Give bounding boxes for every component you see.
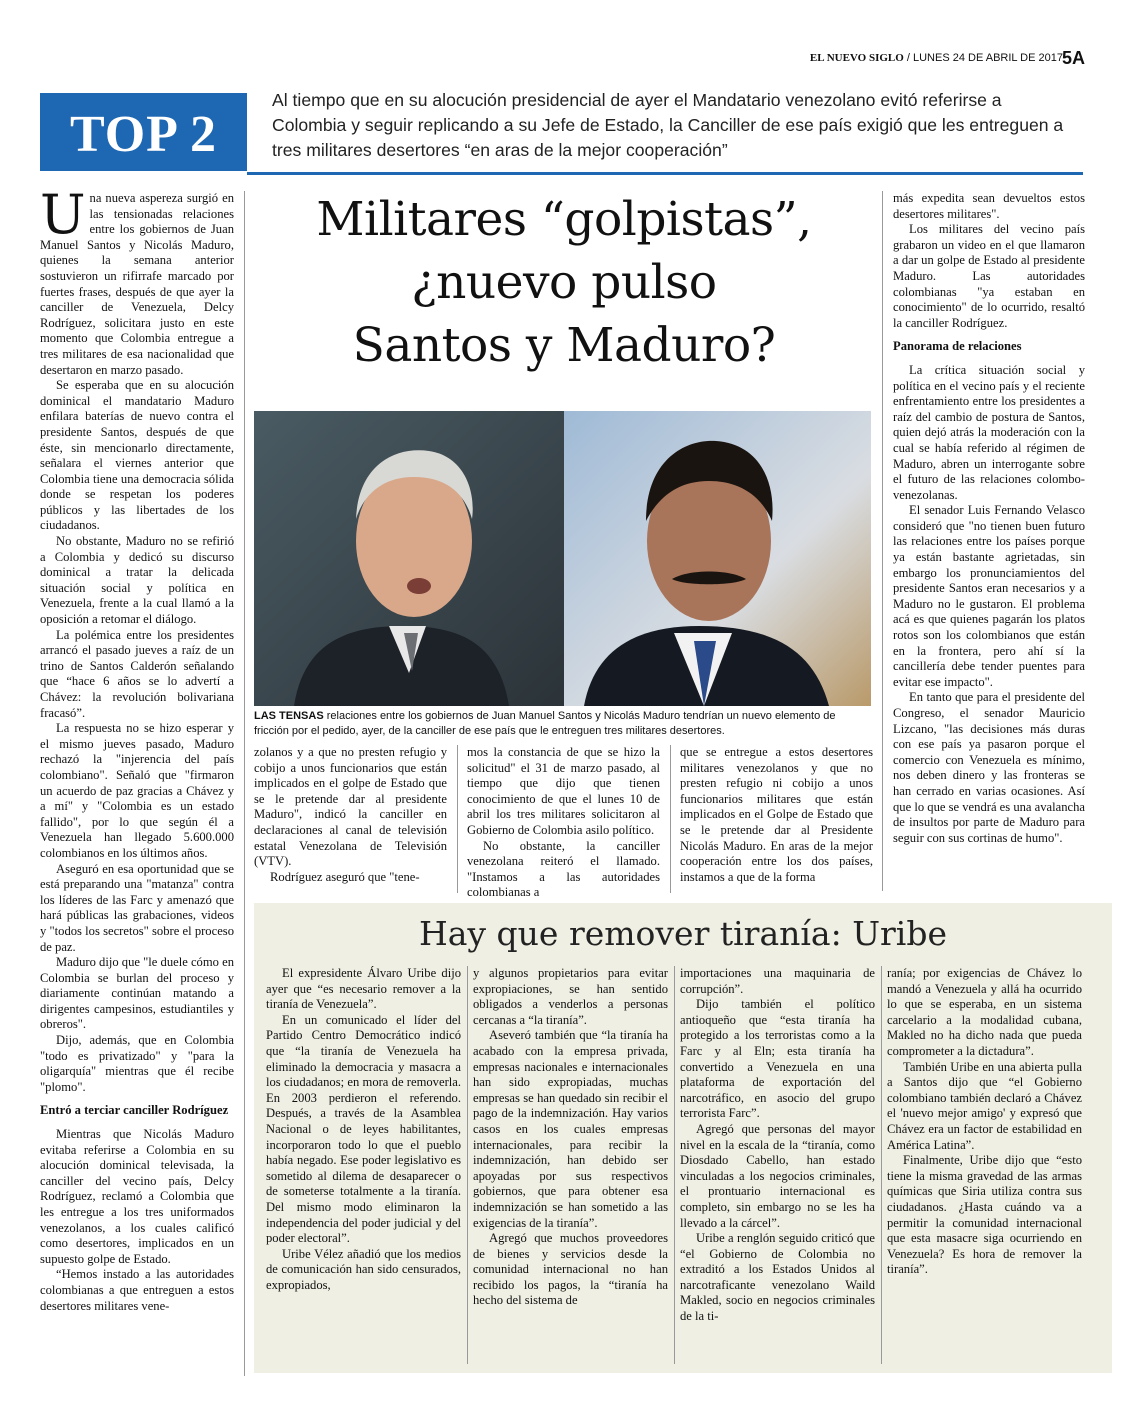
paragraph: En un comunicado el líder del Partido Centro Democrático indicó que “la tiranía de Venezuela ha eliminado la democracia y masacra a los ciudadanos; en mora de removerla. En 2003 perdieron el referendo. Después, a través de la Asamblea Nacional o de leyes habilitantes, incorporaron todo lo que el pueblo había negado. Ese poder legislativo es sometido al dilema de desaparecer o de someterse totalmente a la tiranía. Del mismo modo eliminaron la independencia del poder judicial y del poder electoral”. <box>266 1012 461 1246</box>
headline-line: Santos y Maduro? <box>352 318 776 373</box>
paragraph: Dijo, además, que en Colombia "todo es privatizado" y "para la oligarquía" mientras que él recibe "plomo". <box>40 1033 234 1094</box>
paragraph: No obstante, Maduro no se refirió a Colombia y dedicó su discurso dominical a tratar la delicada situación social y política en Venezuela, frente a la cual llamó a la oposición a retomar el diálogo. <box>40 534 234 627</box>
paper-name: EL NUEVO SIGLO <box>809 52 904 64</box>
lead-paragraph <box>40 183 234 378</box>
caption-text: relaciones entre los gobiernos de Juan Manuel Santos y Nicolás Maduro tendrían un nuevo elemento de fricción por el pedido, ayer, de la canciller de ese país que le entreguen tres militares desertores. <box>254 710 836 737</box>
paragraph: que se entregue a estos desertores militares venezolanos y que no presten refugio ni cobijo a unos funcionarios militares que están implicados en el Golpe de Estado que se le pretende dar al Presidente Nicolás Maduro. En aras de la mejor cooperación entre los dos países, instamos a que de la forma <box>680 745 873 884</box>
paragraph: El senador Luis Fernando Velasco consideró que "no tienen buen futuro las relaciones entre los países porque ya están bastante agrietadas, sin embargo los pronunciamientos del presidente Santos eran necesarios y a Maduro no le gustaron. El problema acá es que quienes pagarán los platos rotos son los colombianos que están en la frontera, pero ahí sí la cancillería debe tender puentes para evitar ese impacto". <box>893 503 1085 689</box>
top-teaser: Al tiempo que en su alocución presidencial de ayer el Mandatario venezolano evitó referirse a Colombia y seguir replicando a su Jefe de Estado, la Canciller de ese país exigió que les entreguen a tres militares desertores “en aras de la mejor cooperación” <box>272 90 1064 160</box>
paragraph: Aseguró en esa oportunidad que se está preparando una "matanza" contra los líderes de las Farc y amenazó que hará públicas las grabaciones, videos y "todos los secretos" sobre el proceso de paz. <box>40 861 234 954</box>
paragraph: Finalmente, Uribe dijo que “esto tiene la misma gravedad de las armas químicas que Siria utiliza contra sus ciudadanos. ¿Hasta cuándo va a permitir la comunidad internacional que esta masacre siga ocurriendo en Venezuela? Es hora de remover la tiranía”. <box>887 1153 1082 1277</box>
paragraph: La crítica situación social y política en el vecino país y el reciente enfrentamiento entre los presidentes a raíz del cambio de postura de Santos, quien dejó atrás la moderación con la cual se había referido al régimen de Maduro, abren un interrogante sobre el futuro de las relaciones colombo-venezolanas. <box>893 362 1085 502</box>
paragraph: Rodríguez aseguró que "tene- <box>270 869 420 884</box>
uribe-column-2 <box>473 966 668 1309</box>
paragraph: También Uribe en una abierta pulla a Santos dijo que “el Gobierno colombiano también declaró a Chávez el 'nuevo mejor amigo' y expresó que Chávez era un factor de estabilidad en América Latina”. <box>887 1059 1082 1152</box>
subheading: Entró a terciar canciller Rodríguez <box>40 1103 229 1118</box>
column-rule <box>882 191 883 891</box>
uribe-column-4 <box>887 966 1082 1278</box>
paragraph: Uribe a renglón seguido criticó que “el Gobierno de Colombia no extraditó a los Estados Unidos al narcotraficante venezolano Waild Makled, socio en negocios criminales de la ti- <box>680 1231 875 1324</box>
paragraph: La polémica entre los presidentes arrancó el pasado jueves a raíz de un trino de Santos Calderón señalando que “hace 6 años se lo advertí a Chávez: la revolución bolivariana fracasó”. <box>40 627 234 720</box>
top-rule <box>247 172 1083 175</box>
leaders-photo <box>254 411 871 706</box>
subheading: Panorama de relaciones <box>893 339 1022 354</box>
paragraph: Los militares del vecino país grabaron un video en el que llamaron a dar un golpe de Estado al presidente Maduro. Las autoridades colombianas "ya estaban en conocimiento" de lo ocurrido, resaltó la canciller Rodríguez. <box>893 222 1085 330</box>
paragraph: mos la constancia de que se hizo la solicitud" el 31 de marzo pasado, al tiempo que dijo que tienen conocimiento de que el lunes 10 de abril los tres militares solicitaron al Gobierno de Colombia asilo político. <box>467 745 660 837</box>
headline-line: ¿nuevo pulso <box>411 255 717 310</box>
drop-cap: U <box>40 183 86 246</box>
paragraph: Dijo también el político antioqueño que “esta tiranía ha protegido a los terroristas como a la Farc y al Eln; esta tiranía ha convertido a Venezuela en una plataforma de exportación del narcotráfico, en asocio del grupo terrorista Farc”. <box>680 997 875 1121</box>
paragraph: El expresidente Álvaro Uribe dijo ayer que “es necesario remover a la tiranía de Venezuela”. <box>266 966 461 1012</box>
article-column-5 <box>893 191 1085 846</box>
uribe-sidebar-title: Hay que remover tiranía: Uribe <box>418 914 948 953</box>
page-number: 5A <box>1061 48 1085 68</box>
lead-text: na nueva aspereza surgió en las tensionadas relaciones entre los gobiernos de Juan Manuel Santos y Nicolás Maduro, quienes la semana anterior sostuvieron un rifirrafe marcado por fuertes frases, después de que ayer la canciller de Venezuela, Delcy Rodríguez, solicitara justo en este momento que Colombia entregue a tres militares de esa nacionalidad que desertaron en marzo pasado. <box>40 191 234 377</box>
paragraph: Maduro dijo que "le duele cómo en Colombia se burlan del proceso y diariamente continúan matando a dirigentes campesinos, estudiantiles y obreros". <box>40 955 234 1032</box>
headline <box>254 188 874 377</box>
paragraph: La respuesta no se hizo esperar y el mismo jueves pasado, Maduro rechazó la "injerencia del país colombiano". Señaló que "firmaron un acuerdo de paz gracias a Chávez y a mí" y "Colombia es un estado fallido", por lo que según él a Venezuela han llegado 5.600.000 colombianos en los últimos años. <box>40 721 234 860</box>
paragraph: Agregó que muchos proveedores de bienes y servicios desde la comunidad internacional no han recibido los pagos, la “tiranía ha hecho del sistema de <box>473 1231 668 1308</box>
top-label: TOP 2 <box>40 93 247 171</box>
column-rule <box>467 966 468 1364</box>
paragraph: Mientras que Nicolás Maduro evitaba referirse a Colombia en su alocución dominical televisada, la canciller del vecino país, Delcy Rodríguez, reclamó a Colombia que les entregue a los tres uniformados venezolanos, a los cuales calificó como desertores, implicados en un supuesto golpe de Estado. <box>40 1127 234 1266</box>
uribe-column-3 <box>680 966 875 1325</box>
column-rule <box>670 745 671 893</box>
masthead-line <box>810 52 1063 64</box>
paragraph: Agregó que personas del mayor nivel en la escala de la “tiranía, como Diosdado Cabello, han estado vinculadas a los negocios criminales, el prontuario internacional es completo, sin embargo no se les ha llevado a la cárcel”. <box>680 1121 875 1230</box>
paragraph: ranía; por exigencias de Chávez lo mandó a Venezuela y allá ha ocurrido lo que se esperaba, en un sistema carcelario a la modalidad cubana, Makled no ha dicho nada que pueda comprometer a la dictadura”. <box>887 966 1082 1058</box>
paragraph: Aseveró también que “la tiranía ha acabado con la empresa privada, empresas nacionales e internacionales han sido expropiadas, muchas empresas se han quedado sin recibir el pago de la indemnización. Hay varios casos en los cuales empresas internacionales, para recibir la indemnización, han debido ser apoyadas por sus respectivos gobiernos, que para obtener esa indemnización se han sometido a las exigencias de la tiranía”. <box>473 1028 668 1230</box>
issue-date: / LUNES 24 DE ABRIL DE 2017 <box>903 52 1063 64</box>
paragraph: Uribe Vélez añadió que los medios de comunicación han sido censurados, expropiados, <box>266 1246 461 1292</box>
article-column-3 <box>467 745 660 901</box>
article-column-1 <box>40 183 234 1314</box>
column-rule <box>244 191 245 1376</box>
paragraph: No obstante, la canciller venezolana reiteró el llamado. "Instamos a las autoridades colombianas a <box>467 838 660 900</box>
paragraph: más expedita sean devueltos estos desertores militares". <box>893 191 1085 221</box>
article-column-4 <box>680 745 873 885</box>
paragraph: En tanto que para el presidente del Congreso, el senador Mauricio Lizcano, "las decisiones más duras con ese país ya pasaron porque el comercio con Venezuela es mínimo, nos deben dinero y las fronteras se han cerrado en varias ocasiones. Así que lo que se vendrá es una avalancha de insultos por parte de Maduro para seguir con sus cortinas de humo". <box>893 690 1085 845</box>
paragraph: importaciones una maquinaria de corrupción”. <box>680 966 875 996</box>
uribe-column-1 <box>266 966 461 1293</box>
column-rule <box>674 966 675 1364</box>
paragraph: zolanos y a que no presten refugio y cobijo a unos funcionarios que están implicados en el golpe de Estado que se le pretende dar al presidente Maduro", indicó la canciller en declaraciones al canal de televisión estatal Venezolana de Televisión (VTV). <box>254 745 447 869</box>
article-column-2 <box>254 745 447 885</box>
photo-caption <box>254 709 871 739</box>
headline-line: Militares “golpistas”, <box>316 192 812 247</box>
paragraph: Se esperaba que en su alocución dominical el mandatario Maduro enfilara baterías de nuevo contra el presidente Santos, después de que éste, sin mencionarlo directamente, señalara el viernes anterior que Colombia tiene una democracia sólida donde se respetan los poderes públicos y las libertades de los ciudadanos. <box>40 378 234 533</box>
column-rule <box>457 745 458 893</box>
column-rule <box>881 966 882 1364</box>
caption-lead: LAS TENSAS <box>254 710 324 722</box>
paragraph: “Hemos instado a las autoridades colombianas a que entreguen a estos desertores militares vene- <box>40 1267 234 1313</box>
paragraph: y algunos propietarios para evitar expropiaciones, se han sentido obligados a venderlos a personas cercanas a “la tiranía”. <box>473 966 668 1027</box>
